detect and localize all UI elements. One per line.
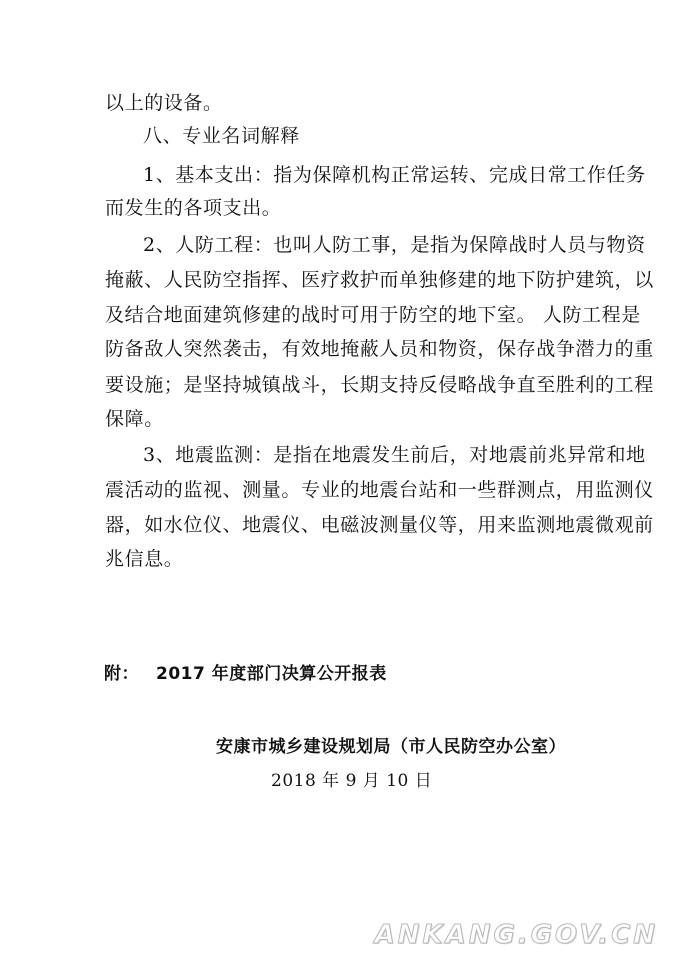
text-line-4: 而发生的各项支出。 [105, 197, 282, 219]
text-line-5: 2、人防工程：也叫人防工事，是指为保障战时人员与物资 [143, 234, 646, 256]
attachment-title: 2017 年度部门决算公开报表 [156, 664, 387, 684]
text-line-7: 及结合地面建筑修建的战时可用于防空的地下室。 人防工程是 [105, 304, 641, 326]
text-line-3: 1、基本支出：指为保障机构正常运转、完成日常工作任务 [143, 164, 646, 186]
text-line-13: 器，如水位仪、地震仪、电磁波测量仪等，用来监测地震微观前 [105, 514, 654, 536]
document-date: 2018 年 9 月 10 日 [271, 771, 433, 791]
attachment-line [104, 659, 387, 684]
text-line-12: 震活动的监视、测量。专业的地震台站和一些群测点，用监测仪 [105, 479, 654, 501]
section-heading: 八、专业名词解释 [143, 125, 300, 147]
text-line-11: 3、地震监测：是指在地震发生前后，对地震前兆异常和地 [143, 444, 646, 466]
text-line-6: 掩蔽、人民防空指挥、医疗救护而单独修建的地下防护建筑，以 [105, 269, 654, 291]
text-line-9: 要设施；是坚持城镇战斗，长期支持反侵略战争直至胜利的工程 [105, 374, 654, 396]
text-line-8: 防备敌人突然袭击，有效地掩蔽人员和物资，保存战争潜力的重 [105, 338, 654, 360]
text-line-10: 保障。 [105, 408, 164, 430]
text-line-14: 兆信息。 [105, 548, 184, 570]
organization-signature: 安康市城乡建设规划局（市人民防空办公室） [216, 737, 566, 757]
site-watermark: ANKANG.GOV.CN [374, 920, 658, 950]
text-line-1: 以上的设备。 [105, 92, 223, 114]
attachment-label: 附： [104, 664, 139, 684]
